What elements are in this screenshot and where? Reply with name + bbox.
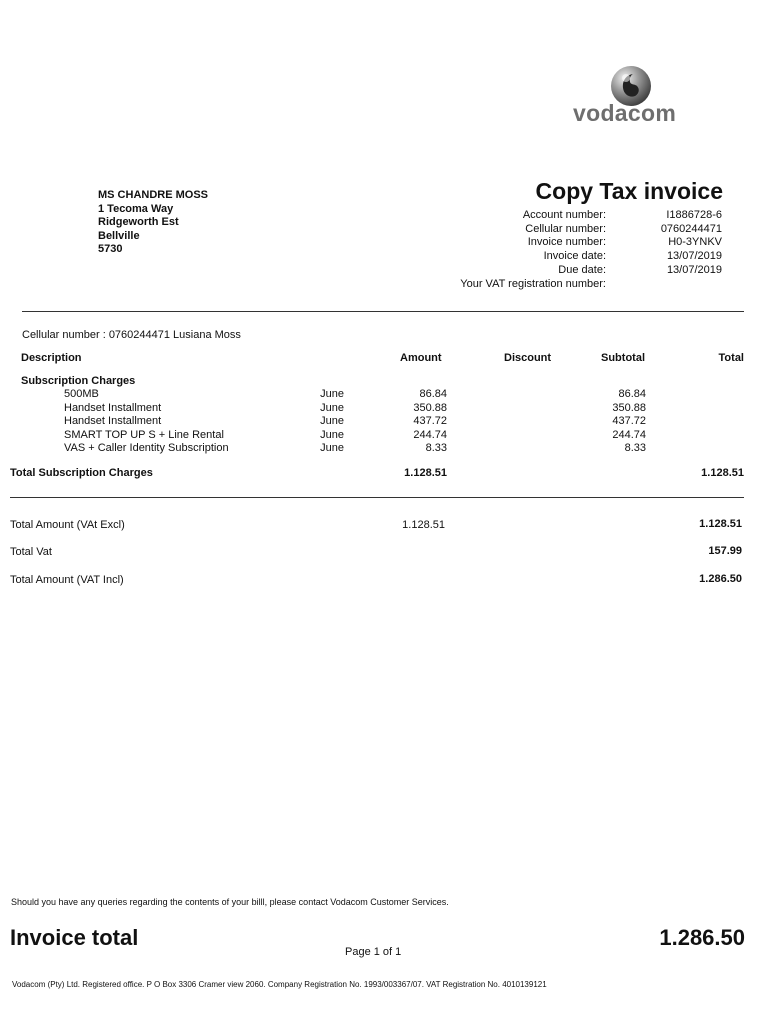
item-amount: 350.88 — [413, 401, 447, 414]
item-subtotal: 86.84 — [618, 388, 646, 400]
account-number: I1886728-6 — [666, 209, 722, 221]
page-number: Page 1 of 1 — [345, 946, 402, 958]
item-amount: 86.84 — [419, 388, 447, 400]
meta-label: Invoice number: — [527, 236, 606, 249]
total-incl-label: Total Amount (VAT Incl) — [10, 574, 124, 586]
item-period: June — [320, 442, 344, 455]
item-amounts — [413, 388, 447, 456]
meta-label: Account number: — [522, 209, 606, 221]
address-line: Bellville — [98, 229, 140, 242]
item-description: VAS + Caller Identity Subscription — [64, 442, 229, 455]
invoice-meta-labels — [460, 209, 606, 291]
address-line: Ridgeworth Est — [98, 216, 179, 229]
item-amount: 8.33 — [425, 442, 447, 455]
total-incl-total: 1.286.50 — [699, 573, 742, 585]
cellular-number: 0760244471 — [660, 222, 722, 235]
item-description: 500MB — [64, 388, 99, 400]
query-note: Should you have any queries regarding the contents of your billl, please contact Vodacom Customer Services. — [11, 897, 449, 907]
item-descriptions — [64, 388, 229, 456]
item-subtotal: 8.33 — [624, 442, 646, 455]
section-total-label: Total Subscription Charges — [10, 467, 153, 479]
section-title: Subscription Charges — [21, 375, 136, 387]
header-description: Description — [21, 352, 82, 364]
invoice-number: H0-3YNKV — [668, 236, 722, 249]
header-total: Total — [718, 352, 744, 364]
item-periods — [320, 388, 344, 456]
legal-footer: Vodacom (Pty) Ltd. Registered office. P O Box 3306 Cramer view 2060. Company Registration No. 1993/003367/07. VAT Registration No. 4010139121 — [12, 980, 547, 989]
header-subtotal: Subtotal — [601, 352, 645, 364]
item-period: June — [320, 415, 344, 428]
invoice-date: 13/07/2019 — [666, 250, 722, 263]
item-subtotals — [612, 388, 646, 456]
item-subtotal: 244.74 — [612, 428, 646, 441]
total-excl-amount: 1.128.51 — [402, 519, 445, 531]
total-vat-total: 157.99 — [708, 545, 742, 557]
item-description: Handset Installment — [64, 401, 162, 414]
total-vat-label: Total Vat — [10, 546, 52, 558]
section-total-amount: 1.128.51 — [404, 467, 447, 479]
invoice-total-label: Invoice total — [10, 925, 139, 950]
item-period: June — [320, 401, 344, 414]
vat-registration-number — [661, 278, 722, 292]
invoice-total-value: 1.286.50 — [659, 925, 745, 950]
address-line: 1 Tecoma Way — [98, 202, 174, 215]
meta-label: Cellular number: — [525, 222, 606, 235]
header-discount: Discount — [504, 352, 552, 364]
item-description: SMART TOP UP S + Line Rental — [64, 428, 224, 441]
vodacom-logo-text: vodacom — [573, 100, 677, 126]
due-date: 13/07/2019 — [666, 263, 722, 276]
customer-address — [98, 189, 208, 257]
cellular-line: Cellular number : 0760244471 Lusiana Moss — [22, 329, 241, 341]
item-subtotal: 437.72 — [612, 415, 646, 428]
item-period: June — [320, 388, 344, 400]
item-description: Handset Installment — [64, 415, 162, 428]
item-subtotal: 350.88 — [612, 401, 646, 414]
meta-label: Invoice date: — [543, 250, 606, 263]
total-excl-label: Total Amount (VAt Excl) — [10, 519, 125, 531]
invoice-meta-values — [661, 209, 722, 291]
customer-name: MS CHANDRE MOSS — [98, 189, 209, 201]
total-excl-total: 1.128.51 — [699, 518, 742, 530]
divider — [22, 311, 744, 312]
item-period: June — [320, 428, 344, 441]
item-amount: 244.74 — [413, 428, 447, 441]
meta-label: Due date: — [558, 263, 606, 276]
header-amount: Amount — [400, 352, 442, 364]
document-title: Copy Tax invoice — [535, 178, 723, 204]
section-total-total: 1.128.51 — [701, 467, 744, 479]
postal-code: 5730 — [98, 243, 123, 256]
item-amount: 437.72 — [413, 415, 447, 428]
divider — [10, 497, 744, 498]
meta-label: Your VAT registration number: — [460, 277, 606, 290]
